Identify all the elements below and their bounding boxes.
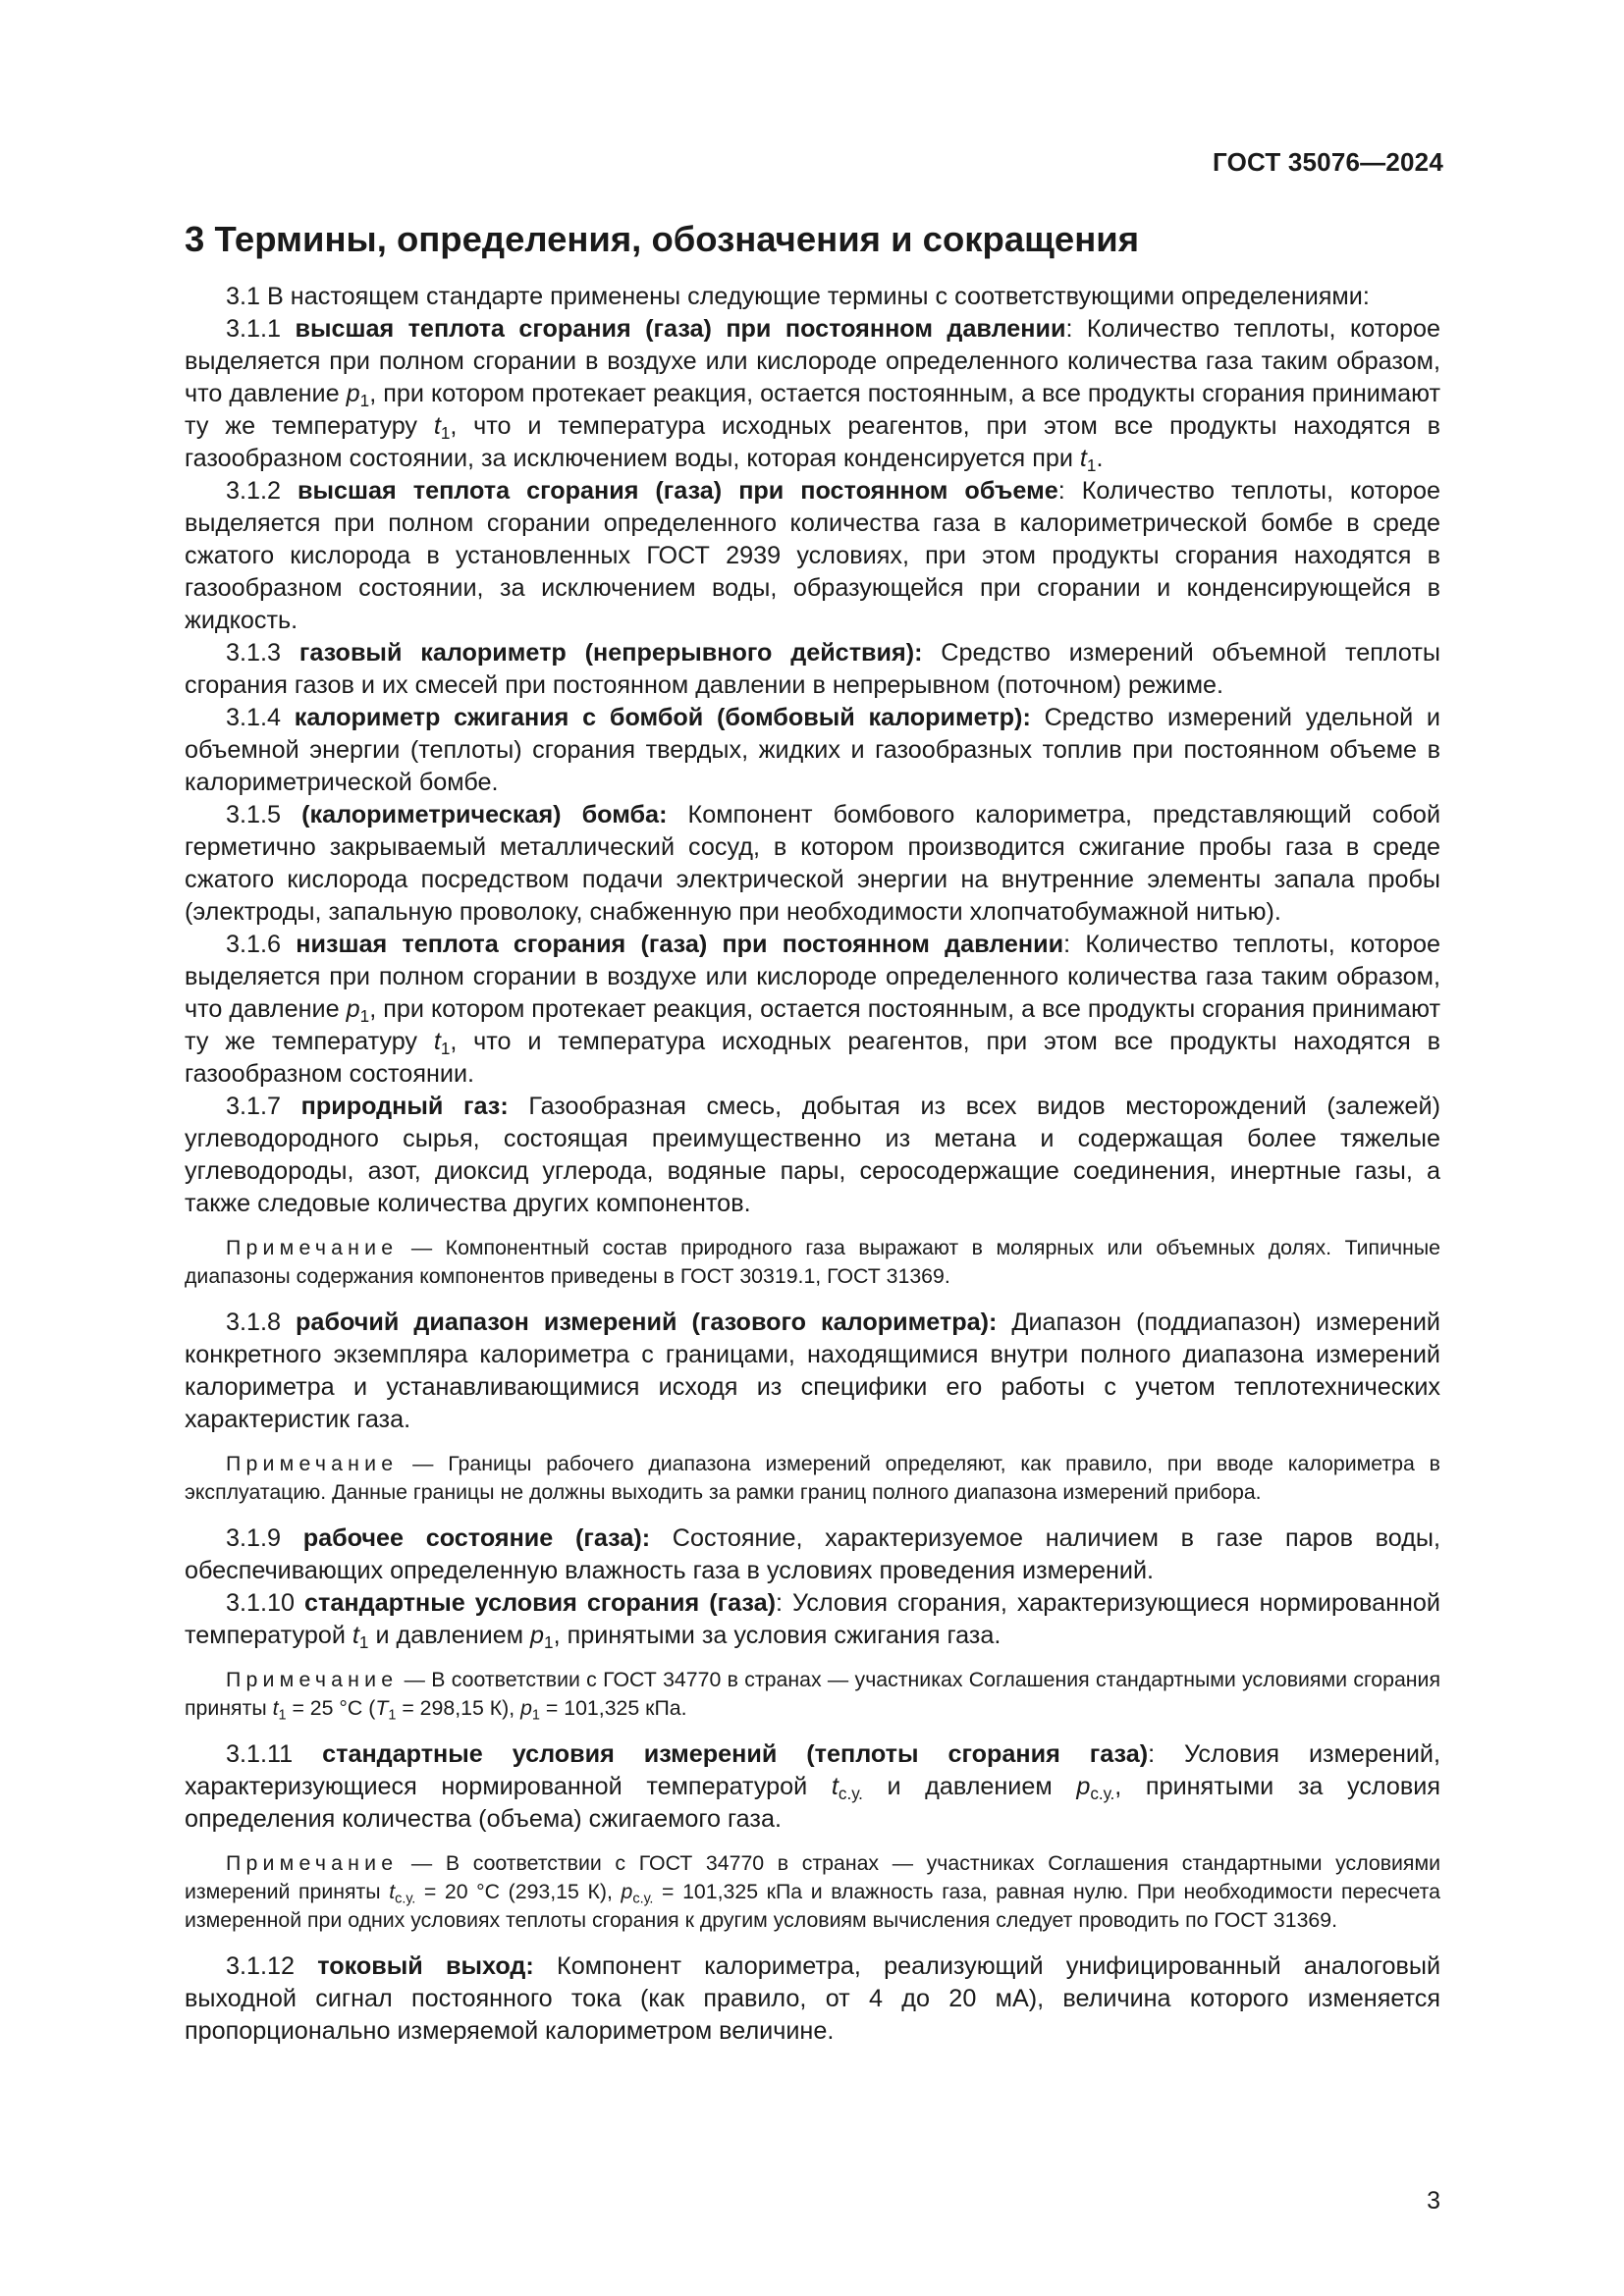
note-text: — В соответствии с ГОСТ 34770 в странах — участниках Соглашения стандартными условиями сгорания приняты: [185, 1667, 1440, 1720]
definition-3-1-10: [185, 1587, 1440, 1652]
subscript: 1: [388, 1707, 397, 1724]
term: газовый калориметр (непрерывного действия):: [298, 638, 923, 667]
term: природный газ:: [300, 1092, 509, 1120]
clause-number: 3.1.4: [226, 703, 282, 731]
definition-3-1-7: [185, 1091, 1440, 1220]
clause-number: 3.1.7: [226, 1092, 282, 1120]
note-text: = 298,15 К),: [402, 1695, 515, 1720]
definition-text: : Количество теплоты, которое выделяется при полном сгорании в воздухе или кислороде определенного количества газа таким образом, что давление: [185, 930, 1441, 1023]
definition-text: , при котором протекает реакция, остается постоянным, а все продукты сгорания принимают ту же температуру: [185, 994, 1440, 1055]
subscript: 1: [544, 1631, 554, 1652]
definition-text: Состояние, характеризуемое наличием в газе паров воды, обеспечивающих определенную влажность газа в условиях проведения измерений.: [185, 1523, 1441, 1584]
definition-text: и давлением: [887, 1772, 1053, 1800]
subscript: 1: [1086, 454, 1097, 475]
symbol: p: [530, 1621, 545, 1649]
symbol: p: [520, 1695, 532, 1720]
page-content: [185, 218, 1440, 2048]
symbol: t: [433, 411, 441, 440]
subscript: с.у.: [395, 1891, 416, 1907]
note-text: = 101,325 кПа.: [545, 1695, 687, 1720]
definition-text: : Количество теплоты, которое выделяется при полном сгорании определенного количества газа в калориметрической бомбе в среде сжатого кислорода в установленных ГОСТ 2939 условиях, при этом продукты сгорания находятся в газообразном состоянии, за исключением воды, образующейся при сгорании и конденсирующейся в жидкость.: [185, 476, 1441, 634]
note-3-1-11: [185, 1849, 1440, 1935]
subscript: 1: [359, 390, 370, 410]
clause-number: 3.1.6: [226, 930, 282, 958]
definition-text: : Количество теплоты, которое выделяется при полном сгорании в воздухе или кислороде определенного количества газа таким образом, что давление: [185, 314, 1441, 407]
symbol: p: [621, 1879, 633, 1903]
term: стандартные условия измерений (теплоты сгорания газа): [322, 1739, 1149, 1768]
definition-3-1-12: [185, 1950, 1440, 2048]
definition-text: , принятыми за условия определения количества (объема) сжигаемого газа.: [185, 1772, 1441, 1833]
note-label: Примечание: [226, 1451, 399, 1475]
definition-3-1-11: [185, 1738, 1440, 1836]
subscript: с.у.: [1090, 1783, 1115, 1803]
document-id-header: ГОСТ 35076—2024: [1213, 147, 1443, 177]
clause-number: 3.1.1: [226, 314, 282, 343]
subscript: с.у.: [632, 1891, 654, 1907]
subscript: 1: [278, 1707, 287, 1724]
definition-text: , при котором протекает реакция, остается постоянным, а все продукты сгорания принимают ту же температуру: [185, 379, 1440, 440]
definition-3-1-8: [185, 1307, 1440, 1436]
definition-text: .: [1096, 444, 1104, 472]
clause-number: 3.1.9: [226, 1523, 282, 1552]
note-text: — Компонентный состав природного газа выражают в молярных или объемных долях. Типичные диапазоны содержания компонентов приведены в ГОСТ 30319.1, ГОСТ 31369.: [185, 1235, 1440, 1288]
term: калориметр сжигания с бомбой (бомбовый калориметр):: [294, 703, 1031, 731]
definition-3-1-2: [185, 475, 1440, 637]
definition-text: Средство измерений объемной теплоты сгорания газов и их смесей при постоянном давлении в непрерывном (поточном) режиме.: [185, 638, 1440, 699]
definition-3-1-6: [185, 929, 1440, 1091]
subscript: 1: [358, 1631, 369, 1652]
term: стандартные условия сгорания (газа): [304, 1588, 776, 1617]
symbol: p: [1076, 1772, 1091, 1800]
clause-number: 3.1.8: [226, 1308, 282, 1336]
definition-text: : Условия сгорания, характеризующиеся нормированной температурой: [185, 1588, 1440, 1649]
symbol: T: [375, 1695, 389, 1720]
definition-text: Диапазон (поддиапазон) измерений конкретного экземпляра калориметра с границами, находящимися внутри полного диапазона измерений калориметра и устанавливающимися исходя из специфики его работы с учетом теплотехнических характеристик газа.: [185, 1308, 1441, 1433]
definition-text: , принятыми за условия сжигания газа.: [553, 1621, 1001, 1649]
symbol: t: [272, 1695, 279, 1720]
symbol: p: [346, 994, 360, 1023]
term: высшая теплота сгорания (газа) при постоянном давлении: [295, 314, 1066, 343]
subscript: с.у.: [838, 1783, 863, 1803]
note-text: = 20 °С (293,15 К),: [423, 1879, 613, 1903]
term: рабочее состояние (газа):: [302, 1523, 651, 1552]
note-3-1-7: [185, 1234, 1440, 1291]
definition-3-1-4: [185, 702, 1440, 799]
symbol: t: [352, 1621, 359, 1649]
note-3-1-10: [185, 1666, 1440, 1723]
clause-number: 3.1.2: [226, 476, 282, 505]
definition-text: , что и температура исходных реагентов, при этом все продукты находятся в газообразном состоянии, за исключением воды, которая конденсируется при: [185, 411, 1440, 472]
symbol: t: [433, 1027, 441, 1055]
subscript: 1: [440, 422, 451, 443]
clause-number: 3.1.10: [226, 1588, 296, 1617]
note-label: Примечание: [226, 1850, 399, 1875]
definition-text: и давлением: [375, 1621, 524, 1649]
note-text: = 101,325 кПа и влажность газа, равная нулю. При необходимости пересчета измеренной при одних условиях теплоты сгорания к другим условиям вычисления следует проводить по ГОСТ 31369.: [185, 1879, 1441, 1932]
term: высшая теплота сгорания (газа) при постоянном объеме: [298, 476, 1058, 505]
section-title: 3 Термины, определения, обозначения и сокращения: [185, 219, 1140, 259]
note-3-1-8: [185, 1450, 1440, 1507]
subscript: 1: [440, 1038, 451, 1058]
subscript: 1: [359, 1005, 370, 1026]
clause-number: 3.1.3: [226, 638, 282, 667]
definition-text: Компонент калориметра, реализующий унифицированный аналоговый выходной сигнал постоянного тока (как правило, от 4 до 20 мА), величина которого изменяется пропорционально измеряемой калориметром величине.: [185, 1951, 1441, 2045]
paragraph-3-1: 3.1 В настоящем стандарте применены следующие термины с соответствующими определениями:: [226, 282, 1370, 310]
symbol: t: [1079, 444, 1087, 472]
definition-text: , что и температура исходных реагентов, при этом все продукты находятся в газообразном состоянии.: [185, 1027, 1440, 1088]
symbol: p: [346, 379, 360, 407]
term: рабочий диапазон измерений (газового калориметра):: [296, 1308, 998, 1336]
symbol: t: [389, 1879, 396, 1903]
definition-3-1-5: [185, 799, 1440, 929]
subscript: 1: [531, 1707, 540, 1724]
note-label: Примечание: [226, 1235, 399, 1259]
note-text: — Границы рабочего диапазона измерений определяют, как правило, при вводе калориметра в эксплуатацию. Данные границы не должны выходить за рамки границ полного диапазона измерений прибора.: [185, 1451, 1440, 1504]
term: токовый выход:: [317, 1951, 534, 1980]
definition-text: Средство измерений удельной и объемной энергии (теплоты) сгорания твердых, жидких и газообразных топлив при постоянном объеме в калориметрической бомбе.: [185, 703, 1440, 796]
definition-text: : Условия измерений, характеризующиеся нормированной температурой: [185, 1739, 1440, 1800]
symbol: t: [831, 1772, 839, 1800]
clause-number: 3.1.11: [226, 1739, 294, 1768]
definition-text: Газообразная смесь, добытая из всех видов месторождений (залежей) углеводородного сырья, состоящая преимущественно из метана и содержащая более тяжелые углеводороды, азот, диоксид углерода, водяные пары, серосодержащие соединения, инертные газы, а также следовые количества других компонентов.: [185, 1092, 1441, 1217]
clause-number: 3.1.5: [226, 800, 282, 828]
definition-text: Компонент бомбового калориметра, представляющий собой герметично закрываемый металлический сосуд, в котором производится сжигание пробы газа в среде сжатого кислорода посредством подачи электрической энергии на внутренние элементы запала пробы (электроды, запальную проволоку, снабженную при необходимости хлопчатобумажной нитью).: [185, 800, 1441, 926]
page-number: 3: [1427, 2187, 1440, 2215]
note-text: = 25 °С (: [292, 1695, 376, 1720]
definition-3-1-9: [185, 1522, 1440, 1587]
note-label: Примечание: [226, 1667, 399, 1691]
definition-3-1-3: [185, 637, 1440, 702]
definition-3-1-1: [185, 313, 1440, 475]
note-text: — В соответствии с ГОСТ 34770 в странах — участниках Соглашения стандартными условиями измерений приняты: [185, 1850, 1440, 1903]
term: (калориметрическая) бомба:: [301, 800, 668, 828]
term: низшая теплота сгорания (газа) при постоянном давлении: [296, 930, 1064, 958]
clause-number: 3.1.12: [226, 1951, 296, 1980]
